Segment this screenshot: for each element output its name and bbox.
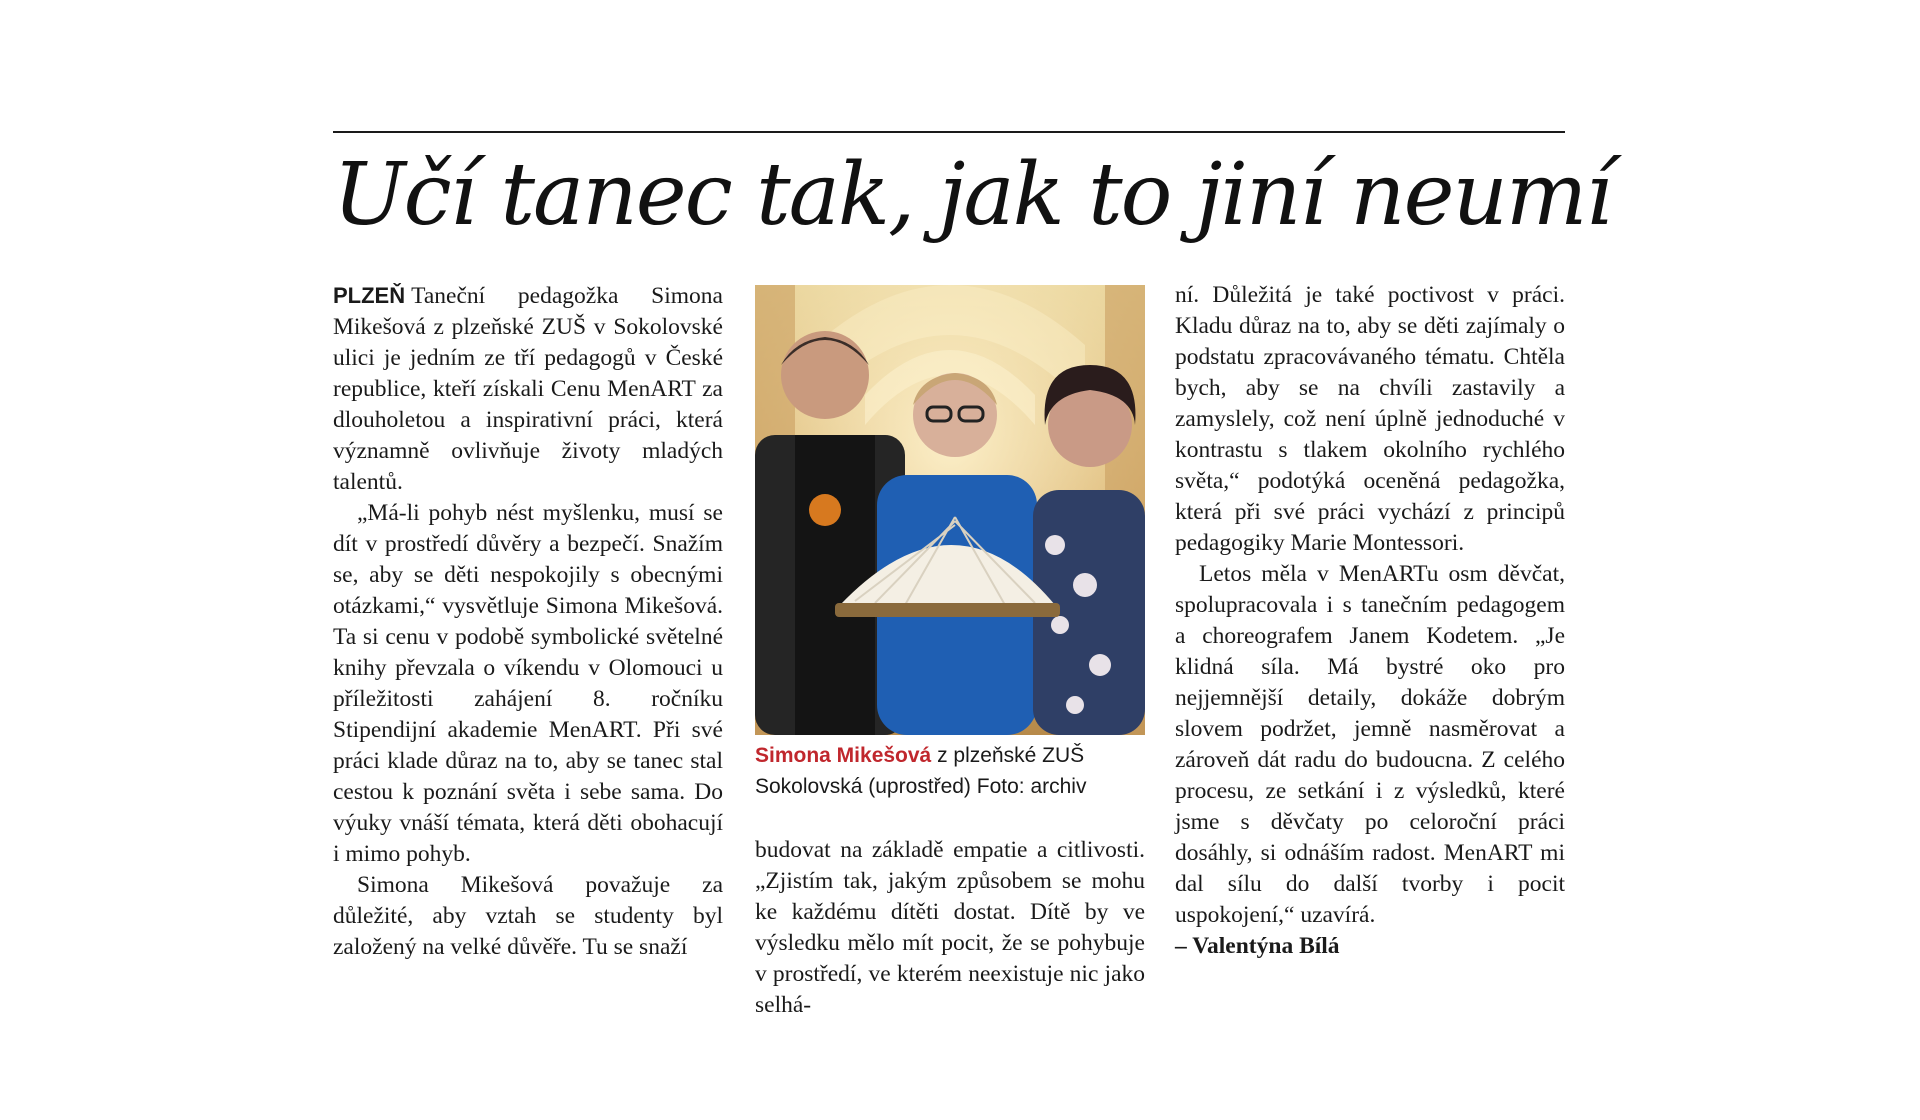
photo-caption [755, 740, 1155, 802]
article-column-3 [1175, 280, 1565, 962]
paragraph-2: „Má-li pohyb nést myšlenku, musí se dít v prostředí důvěry a bezpečí. Snažím se, aby se děti nespokojily s obecnými otázkami,“ vysvětluje Simona Mikešová. Ta si cenu v podobě symbolické světelné knihy převzala o víkendu v Olomouci u příležitosti zahájení 8. ročníku Stipendijní akademie MenART. Při své práci klade důraz na to, aby se tanec stal cestou k poznání světa i sebe sama. Do výuky vnáší témata, která děti obohacují i mimo pohyb. [333, 500, 723, 867]
article-column-1 [333, 280, 723, 963]
dateline: PLZEŇ [333, 283, 406, 308]
paragraph-1-text: Taneční pedagožka Simona Mikešová z plzeňské ZUŠ v Sokolovské ulici je jedním ze tří pedagogů v České republice, kteří získali Cenu MenART za dlouholetou a inspirativní práci, která významně ovlivňuje životy mladých talentů. [333, 283, 723, 495]
headline-rule [333, 131, 1565, 133]
article-photo [755, 285, 1145, 735]
caption-name: Simona Mikešová [755, 744, 932, 767]
paragraph-4: budovat na základě empatie a citlivosti. „Zjistím tak, jakým způsobem se mohu ke každému dítěti dostat. Dítě by ve výsledku mělo mít pocit, že se pohybuje v prostředí, ve kterém neexistuje nic jako selhá- [755, 837, 1145, 1018]
paragraph-1 [333, 280, 723, 498]
caption-text: z plzeňské ZUŠ Sokolovská (uprostřed) Foto: archiv [755, 744, 1087, 798]
article-column-2 [755, 835, 1145, 1021]
paragraph-3: Simona Mikešová považuje za důležité, aby vztah se studenty byl založený na velké důvěře. Tu se snaží [333, 872, 723, 960]
paragraph-5: ní. Důležitá je také poctivost v práci. Kladu důraz na to, aby se děti zajímaly o podstatu zpracovávaného tématu. Chtěla bych, aby se na chvíli zastavily a zamyslely, což není úplně jednoduché v kontrastu s tlakem okolního rychlého světa,“ podotýká oceněná pedagožka, která při své práci vychází z principů pedagogiky Marie Montessori. [1175, 282, 1565, 556]
headline: Učí tanec tak, jak to jiní neumí [333, 145, 1611, 245]
paragraph-6: Letos měla v MenARTu osm děvčat, spolupracovala i s tanečním pedagogem a choreografem Janem Kodetem. „Je klidná síla. Má bystré oko pro nejjemnější detaily, dokáže dobrým slovem podržet, jemně nasměrovat a zároveň dát radu do budoucna. Z celého procesu, ze setkání i z výsledků, které jsme s děvčaty po celoroční práci dosáhly, si odnáším radost. MenART mi dal sílu do další tvorby i pocit uspokojení,“ uzavírá. [1175, 561, 1565, 928]
author-byline: – Valentýna Bílá [1175, 933, 1340, 959]
